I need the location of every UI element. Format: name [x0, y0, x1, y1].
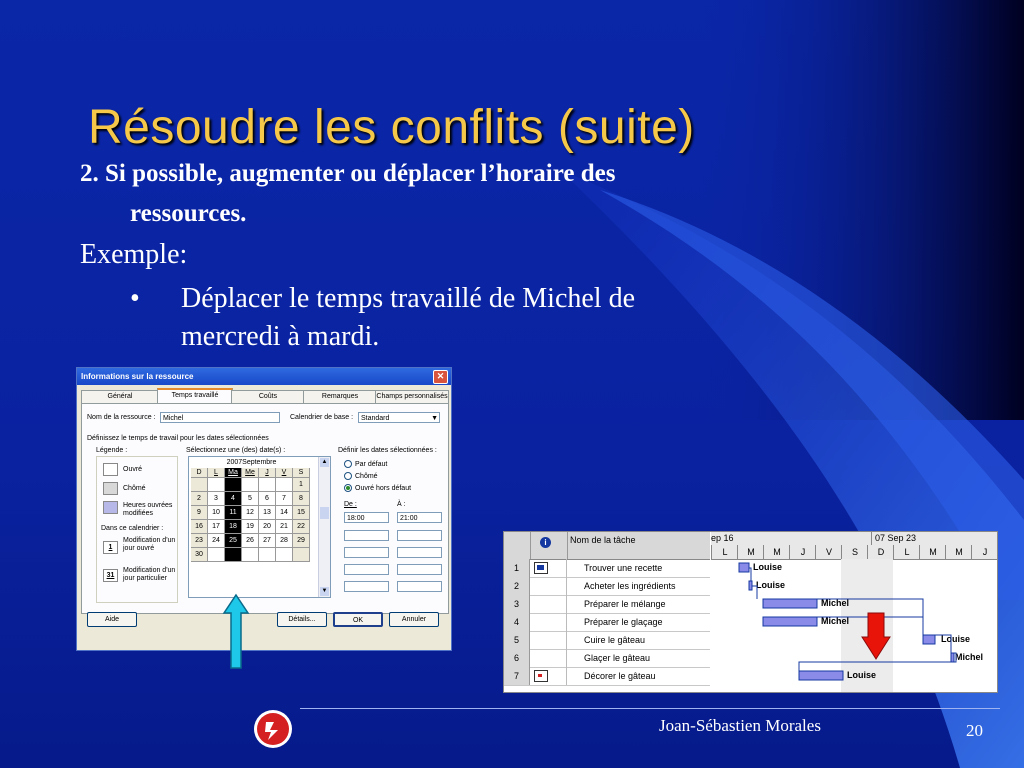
- resource-label: Louise: [847, 670, 877, 680]
- dialog-titlebar: [77, 368, 451, 385]
- from-label: De :: [344, 501, 357, 508]
- calendar-day[interactable]: 18: [225, 520, 242, 534]
- calendar-day[interactable]: 10: [208, 506, 225, 520]
- task-id: 1: [504, 559, 530, 577]
- legend-box: [96, 456, 178, 603]
- resource-label: Michel: [955, 652, 984, 662]
- task-indicator: [530, 577, 567, 595]
- task-id: 6: [504, 649, 530, 667]
- chevron-down-icon: ▼: [431, 415, 438, 422]
- calendar-day[interactable]: [191, 478, 208, 492]
- legend-workday-change: Modification d'un jour ouvré: [123, 537, 176, 552]
- close-icon[interactable]: ✕: [433, 370, 448, 384]
- task-name-header: Nom de la tâche: [570, 535, 636, 545]
- calendar-day[interactable]: [293, 548, 310, 562]
- calendar-day[interactable]: [225, 548, 242, 562]
- radio-default-icon: [344, 460, 352, 468]
- calendar-month-header: 2007Septembre: [226, 459, 277, 466]
- calendar-day[interactable]: [242, 478, 259, 492]
- from-field-4[interactable]: [344, 564, 389, 575]
- gantt-bars: [711, 532, 997, 692]
- task-name: Glaçer le gâteau: [584, 653, 651, 663]
- calendar-day[interactable]: 27: [259, 534, 276, 548]
- radio-nondefault-icon: [344, 484, 352, 492]
- to-label: À :: [397, 501, 406, 508]
- task-row[interactable]: [504, 631, 710, 650]
- calendar-day[interactable]: 11: [225, 506, 242, 520]
- task-name: Cuire le gâteau: [584, 635, 646, 645]
- calendar-day[interactable]: 12: [242, 506, 259, 520]
- slide-title: Résoudre les conflits (suite): [88, 101, 695, 154]
- task-indicator: [530, 613, 567, 631]
- tab-custom-fields[interactable]: Champs personnalisés: [375, 390, 449, 403]
- calendar-day[interactable]: [276, 548, 293, 562]
- calendar-day[interactable]: [242, 548, 259, 562]
- base-calendar-label: Calendrier de base :: [290, 414, 354, 421]
- bullet-line1: Déplacer le temps travaillé de Michel de: [181, 283, 636, 314]
- workday-change-icon: 1: [103, 541, 118, 554]
- task-id: 5: [504, 631, 530, 649]
- scroll-up-icon[interactable]: ▲: [321, 459, 328, 465]
- timeline-day: S: [841, 545, 868, 559]
- from-field-1[interactable]: 18:00: [344, 512, 389, 523]
- example-label: Exemple:: [80, 239, 188, 270]
- dialog-tabs: [81, 390, 447, 403]
- footer-author: Joan-Sébastien Morales: [659, 716, 821, 735]
- calendar-day[interactable]: 16: [191, 520, 208, 534]
- timeline-day: M: [919, 545, 946, 559]
- task-bar[interactable]: [763, 617, 817, 626]
- resource-name-field[interactable]: Michel: [160, 412, 280, 423]
- cancel-button[interactable]: Annuler: [389, 612, 439, 627]
- help-button[interactable]: Aide: [87, 612, 137, 627]
- to-field-5[interactable]: [397, 581, 442, 592]
- task-id: 3: [504, 595, 530, 613]
- tab-notes[interactable]: Remarques: [303, 390, 377, 403]
- timeline-day: L: [711, 545, 738, 559]
- calendar-day[interactable]: 6: [259, 492, 276, 506]
- week-label-1: ep 16: [711, 533, 734, 543]
- indicator-header: [530, 532, 568, 559]
- gantt-timeline: [711, 532, 997, 692]
- task-bar[interactable]: [923, 635, 935, 644]
- task-bar[interactable]: [799, 671, 843, 680]
- legend-special-day: Modification d'un jour particulier: [123, 567, 176, 582]
- calendar-day[interactable]: 2: [191, 492, 208, 506]
- resource-name-label: Nom de la ressource :: [87, 414, 156, 421]
- tab-general[interactable]: Général: [81, 390, 159, 403]
- note-icon: [534, 670, 548, 682]
- from-field-3[interactable]: [344, 547, 389, 558]
- radio-nonworking-icon: [344, 472, 352, 480]
- scroll-thumb[interactable]: [320, 507, 329, 519]
- task-id: 4: [504, 613, 530, 631]
- resource-label: Louise: [753, 562, 783, 572]
- radio-nondefault-label: Ouvré hors défaut: [355, 484, 412, 492]
- resource-label: Michel: [821, 616, 850, 626]
- calendar-day[interactable]: [259, 548, 276, 562]
- calendar-day[interactable]: 28: [276, 534, 293, 548]
- task-bar[interactable]: [749, 581, 752, 590]
- dialog-title: Informations sur la ressource: [81, 372, 194, 381]
- calendar-day[interactable]: 22: [293, 520, 310, 534]
- calendar-day[interactable]: 24: [208, 534, 225, 548]
- task-name: Préparer le glaçage: [584, 617, 663, 627]
- page-number: 20: [966, 721, 983, 740]
- calendar-day[interactable]: [208, 478, 225, 492]
- timeline-day: M: [945, 545, 972, 559]
- bullet-line2: mercredi à mardi.: [181, 321, 380, 352]
- gantt-table-header: [504, 532, 710, 560]
- arrow-up-icon: [222, 593, 250, 670]
- to-field-3[interactable]: [397, 547, 442, 558]
- calendar-day[interactable]: 20: [259, 520, 276, 534]
- calendar-day[interactable]: [225, 478, 242, 492]
- tab-work-time[interactable]: Temps travaillé: [157, 388, 233, 405]
- from-field-2[interactable]: [344, 530, 389, 541]
- timeline-day: J: [971, 545, 998, 559]
- timeline-day: L: [893, 545, 920, 559]
- timeline-day: M: [737, 545, 764, 559]
- calendar-day[interactable]: [259, 478, 276, 492]
- calendar-scrollbar[interactable]: [318, 457, 330, 597]
- calendar-day[interactable]: 3: [208, 492, 225, 506]
- info-icon: i: [540, 537, 551, 548]
- define-work-time-label: Définissez le temps de travail pour les dates sélectionnées: [87, 435, 269, 442]
- calendar-day[interactable]: [208, 548, 225, 562]
- task-bar[interactable]: [739, 563, 749, 572]
- calendar-day[interactable]: 7: [276, 492, 293, 506]
- calendar-day[interactable]: 26: [242, 534, 259, 548]
- nonworking-swatch: [103, 482, 118, 495]
- special-day-icon: 31: [103, 569, 118, 582]
- logo-icon: [254, 710, 292, 748]
- task-name: Trouver une recette: [584, 563, 663, 573]
- weekday-header[interactable]: L: [208, 468, 225, 478]
- weekday-header[interactable]: V: [276, 468, 293, 478]
- calendar-day[interactable]: 8: [293, 492, 310, 506]
- define-selected-label: Définir les dates sélectionnées :: [338, 447, 437, 454]
- calendar-day[interactable]: 14: [276, 506, 293, 520]
- calendar-day[interactable]: 30: [191, 548, 208, 562]
- footer-divider: [300, 708, 1000, 709]
- logo: [254, 710, 292, 748]
- legend-nonworking: Chômé: [123, 485, 146, 492]
- calendar-day[interactable]: 17: [208, 520, 225, 534]
- task-indicator: [530, 595, 567, 613]
- task-indicator: [530, 631, 567, 649]
- tab-costs[interactable]: Coûts: [231, 390, 305, 403]
- resource-info-dialog: [76, 367, 452, 651]
- point-2-line1: 2. Si possible, augmenter ou déplacer l’horaire des: [80, 160, 616, 187]
- to-field-1[interactable]: 21:00: [397, 512, 442, 523]
- timeline-day: J: [789, 545, 816, 559]
- calendar-day[interactable]: 19: [242, 520, 259, 534]
- calendar-picker[interactable]: [188, 456, 331, 598]
- modified-hours-swatch: [103, 501, 118, 514]
- to-field-2[interactable]: [397, 530, 442, 541]
- radio-nonworking[interactable]: [344, 472, 378, 480]
- timeline-day: D: [867, 545, 894, 559]
- legend-working: Ouvré: [123, 466, 143, 473]
- task-bar[interactable]: [763, 599, 817, 608]
- task-name: Décorer le gâteau: [584, 671, 656, 681]
- week-label-2: 07 Sep 23: [875, 533, 917, 543]
- task-row[interactable]: [504, 559, 710, 578]
- task-row[interactable]: [504, 649, 710, 668]
- calendar-day[interactable]: 21: [276, 520, 293, 534]
- task-id: 2: [504, 577, 530, 595]
- ok-button[interactable]: OK: [333, 612, 383, 627]
- radio-default[interactable]: [344, 460, 387, 468]
- radio-nonworking-label: Chômé: [355, 472, 378, 480]
- task-name: Préparer le mélange: [584, 599, 666, 609]
- calendar-day[interactable]: 5: [242, 492, 259, 506]
- weekday-header[interactable]: Ma: [225, 468, 242, 478]
- resource-label: Louise: [941, 634, 971, 644]
- calendar-day[interactable]: 15: [293, 506, 310, 520]
- task-row[interactable]: [504, 595, 710, 614]
- weekday-header[interactable]: D: [191, 468, 208, 478]
- calendar-day[interactable]: [276, 478, 293, 492]
- calendar-day[interactable]: 9: [191, 506, 208, 520]
- task-indicator: [530, 667, 567, 685]
- work-time-panel: [81, 403, 449, 614]
- to-field-4[interactable]: [397, 564, 442, 575]
- task-indicator: [530, 559, 567, 577]
- bullet-symbol: •: [130, 283, 140, 314]
- calendar-day[interactable]: 1: [293, 478, 310, 492]
- legend-label: Légende :: [96, 447, 128, 454]
- timeline-day: V: [815, 545, 842, 559]
- radio-nondefault-working[interactable]: [344, 484, 411, 492]
- calendar-day[interactable]: 25: [225, 534, 242, 548]
- task-table-icon: [534, 562, 548, 574]
- details-button[interactable]: Détails...: [277, 612, 327, 627]
- task-row[interactable]: [504, 613, 710, 632]
- base-calendar-value: Standard: [361, 415, 390, 422]
- working-swatch: [103, 463, 118, 476]
- calendar-day[interactable]: 13: [259, 506, 276, 520]
- weekday-header[interactable]: J: [259, 468, 276, 478]
- task-indicator: [530, 649, 567, 667]
- select-dates-label: Sélectionnez une (des) date(s) :: [186, 447, 286, 454]
- calendar-day[interactable]: 29: [293, 534, 310, 548]
- resource-label: Michel: [821, 598, 850, 608]
- in-this-calendar-label: Dans ce calendrier :: [101, 525, 164, 532]
- legend-modified-hours: Heures ouvrées modifiées: [123, 502, 173, 517]
- arrow-down-icon: [861, 611, 891, 661]
- task-name: Acheter les ingrédients: [584, 581, 676, 591]
- resource-label: Louise: [756, 580, 786, 590]
- weekday-header[interactable]: S: [293, 468, 310, 478]
- task-id: 7: [504, 667, 530, 685]
- scroll-down-icon[interactable]: ▼: [321, 588, 328, 594]
- task-row[interactable]: [504, 577, 710, 596]
- base-calendar-select[interactable]: [358, 412, 440, 423]
- gantt-chart: [503, 531, 998, 693]
- task-row[interactable]: [504, 667, 710, 686]
- weekday-header[interactable]: Me: [242, 468, 259, 478]
- from-field-5[interactable]: [344, 581, 389, 592]
- radio-default-label: Par défaut: [355, 460, 388, 468]
- timeline-day: M: [763, 545, 790, 559]
- point-2-line2: ressources.: [130, 200, 247, 227]
- calendar-day[interactable]: 4: [225, 492, 242, 506]
- calendar-day[interactable]: 23: [191, 534, 208, 548]
- task-bar[interactable]: [951, 653, 954, 662]
